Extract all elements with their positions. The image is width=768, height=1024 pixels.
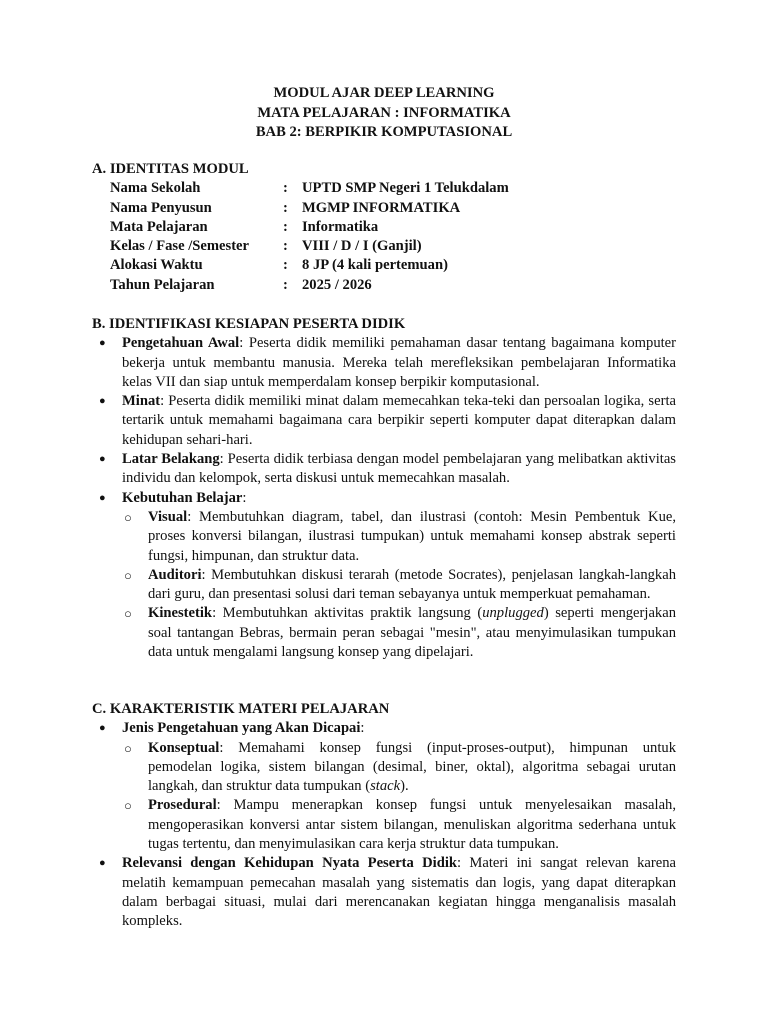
circle-bullet-icon: ○	[124, 509, 132, 525]
list-item	[99, 334, 677, 392]
row-label: Nama Penyusun	[110, 199, 212, 216]
row-label: Kelas / Fase /Semester	[110, 238, 250, 255]
bullet-icon: ●	[99, 337, 106, 350]
item-text: : Peserta didik memiliki pemahaman dasar tentang bagaimana komputer bekerja untuk membantu manusia. Mereka telah merefleksikan pembelajaran Informatika kelas VII dan siap untuk memperdalam konsep berpikir komputasional.	[122, 335, 677, 390]
jenis-sublist	[122, 739, 676, 855]
section-identitas	[92, 160, 676, 295]
list-item	[99, 450, 676, 489]
bullet-icon: ●	[99, 857, 106, 870]
section-heading: A. IDENTITAS MODUL	[92, 161, 249, 177]
item-term: Visual	[148, 508, 188, 525]
circle-bullet-icon: ○	[124, 606, 132, 622]
kesiapan-list	[92, 334, 676, 662]
circle-bullet-icon: ○	[124, 740, 132, 756]
row-colon: :	[283, 257, 288, 274]
row-value: UPTD SMP Negeri 1 Telukdalam	[302, 180, 509, 197]
row-value: VIII / D / I (Ganjil)	[302, 238, 422, 255]
item-emphasis: stack	[370, 778, 401, 795]
row-label: Alokasi Waktu	[110, 257, 203, 274]
list-item	[99, 854, 676, 931]
item-text: : Membutuhkan diagram, tabel, dan ilustrasi (contoh: Mesin Pembentuk Kue, proses konversi bilangan, ilustrasi tumpukan) untuk memahami konsep abstrak seperti fungsi, himpunan, dan struktur data.	[148, 508, 676, 564]
item-text: ).	[400, 778, 409, 795]
item-text: : Peserta didik memiliki minat dalam memecahkan teka-teki dan persoalan logika, serta tertarik untuk memahami bagaimana cara berpikir seperti komputer dapat diterapkan dalam kehidupan sehari-hari.	[122, 393, 676, 448]
item-emphasis: unplugged	[482, 605, 544, 622]
sublist-item	[124, 604, 676, 662]
circle-bullet-icon: ○	[124, 567, 132, 583]
circle-bullet-icon: ○	[124, 798, 132, 814]
row-colon: :	[283, 180, 288, 197]
table-row	[110, 218, 509, 237]
sublist-item	[124, 508, 676, 566]
table-row	[110, 237, 509, 256]
item-term: Kinestetik	[148, 605, 213, 622]
section-heading: B. IDENTIFIKASI KESIAPAN PESERTA DIDIK	[92, 316, 406, 332]
item-term: Kebutuhan Belajar	[122, 489, 243, 506]
sublist-item	[124, 566, 676, 605]
table-row	[110, 199, 509, 218]
list-item	[99, 719, 676, 854]
kebutuhan-sublist	[122, 508, 676, 662]
bullet-icon: ●	[99, 453, 106, 466]
doc-subject: MATA PELAJARAN : INFORMATIKA	[257, 105, 511, 121]
item-text: :	[242, 489, 247, 506]
row-value: 2025 / 2026	[302, 276, 372, 293]
item-term: Prosedural	[148, 797, 217, 814]
row-value: Informatika	[302, 218, 379, 235]
section-heading: C. KARAKTERISTIK MATERI PELAJARAN	[92, 701, 390, 717]
row-colon: :	[283, 276, 288, 293]
item-term: Minat	[122, 393, 161, 410]
doc-chapter: BAB 2: BERPIKIR KOMPUTASIONAL	[255, 124, 513, 140]
item-term: Jenis Pengetahuan yang Akan Dicapai	[122, 720, 361, 737]
item-text: : Mampu menerapkan konsep fungsi untuk menyelesaikan masalah, mengoperasikan konversi antar sistem bilangan, menuliskan algoritma sederhana untuk tugas tertentu, dan menyimulasikan cara kerja struktur data tumpukan.	[148, 797, 676, 853]
item-text: : Membutuhkan diskusi terarah (metode Socrates), penjelasan langkah-langkah dari guru, dan presentasi solusi dari teman sebayanya untuk memperkuat pemahaman.	[148, 566, 676, 603]
row-colon: :	[283, 218, 288, 235]
section-kesiapan	[92, 315, 676, 662]
row-value: 8 JP (4 kali pertemuan)	[302, 257, 448, 274]
list-item	[99, 392, 676, 450]
bullet-icon: ●	[99, 395, 106, 408]
table-row	[110, 256, 509, 275]
item-text: : Membutuhkan aktivitas praktik langsung (	[212, 605, 483, 622]
list-item	[99, 489, 676, 663]
table-row	[110, 179, 509, 198]
row-colon: :	[283, 199, 288, 216]
karakteristik-list	[92, 719, 676, 931]
section-karakteristik	[92, 700, 676, 932]
item-text: :	[360, 720, 365, 737]
item-term: Pengetahuan Awal	[122, 335, 240, 352]
identity-table	[110, 179, 509, 295]
item-text: : Memahami konsep fungsi (input-proses-output), himpunan untuk pemodelan logika, sistem bilangan (desimal, biner, oktal), algoritma sebagai urutan langkah, dan struktur data tumpukan (	[148, 739, 676, 795]
bullet-icon: ●	[99, 722, 106, 735]
row-label: Tahun Pelajaran	[110, 276, 215, 293]
item-term: Latar Belakang	[122, 451, 220, 468]
item-text: ) seperti mengerjakan soal tantangan Bebras, bermain peran sebagai "mesin", atau menyimulasikan tumpukan data untuk mengalami langsung konsep yang dipelajari.	[148, 605, 676, 661]
item-term: Auditori	[148, 566, 202, 583]
sublist-item	[124, 739, 676, 797]
row-value: MGMP INFORMATIKA	[302, 199, 461, 216]
row-label: Nama Sekolah	[110, 180, 201, 197]
bullet-icon: ●	[99, 491, 106, 504]
row-colon: :	[283, 238, 288, 255]
item-text: : Peserta didik terbiasa dengan model pembelajaran yang melibatkan aktivitas individu dan kelompok, serta diskusi untuk memecahkan masalah.	[122, 451, 676, 487]
item-text: : Materi ini sangat relevan karena melatih kemampuan pemecahan masalah yang sistematis dan logis, yang dapat diterapkan dalam berbagai situasi, mulai dari merencanakan kegiatan hingga menganalisis masalah kompleks.	[122, 855, 676, 930]
table-row	[110, 276, 509, 295]
row-label: Mata Pelajaran	[110, 218, 208, 235]
item-term: Konseptual	[148, 739, 220, 756]
sublist-item	[124, 796, 676, 854]
doc-title: MODUL AJAR DEEP LEARNING	[273, 85, 495, 101]
item-term: Relevansi dengan Kehidupan Nyata Peserta Didik	[122, 855, 458, 872]
